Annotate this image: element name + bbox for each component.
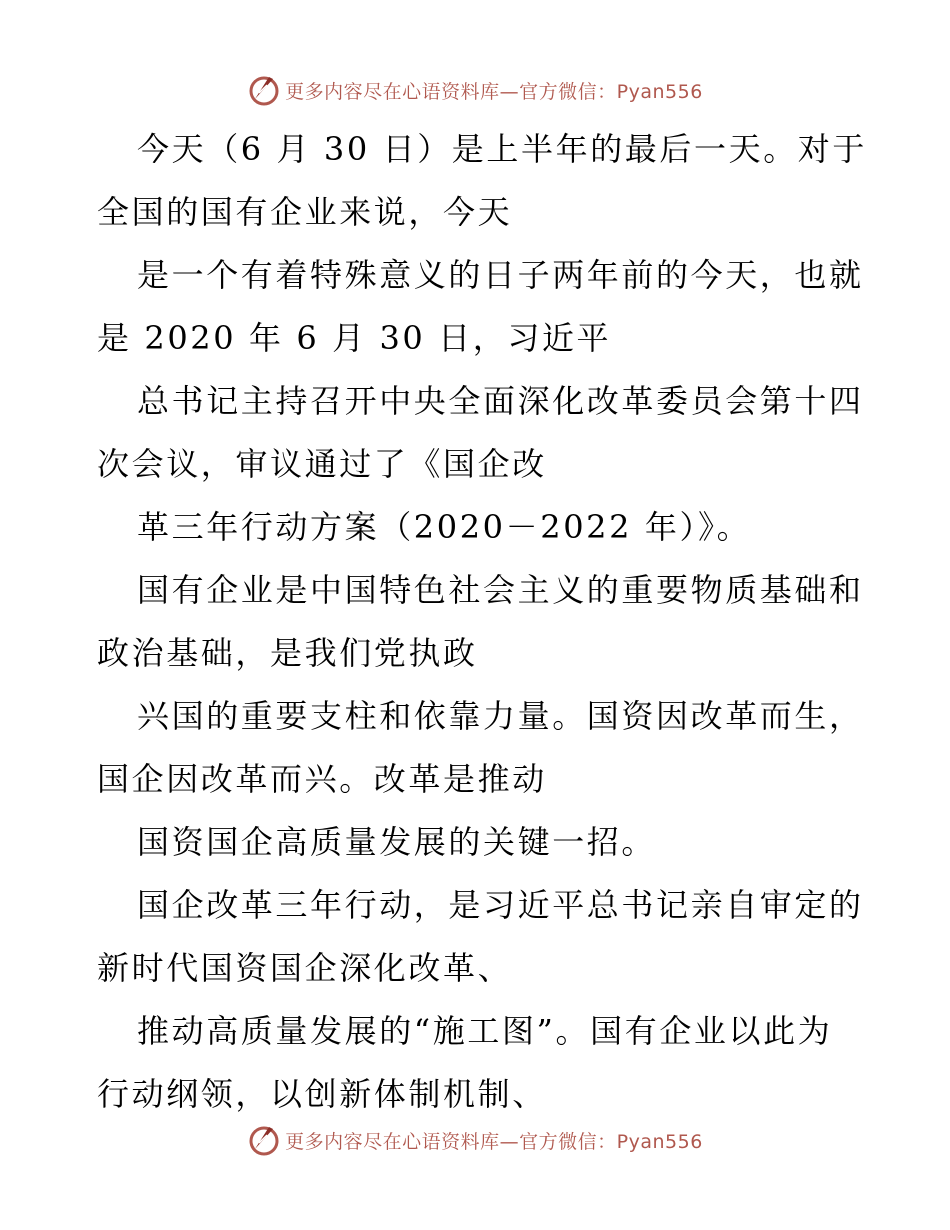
paragraph <box>97 874 864 1000</box>
text-line: 政治基础，是我们党执政 <box>97 634 478 672</box>
text-line: 革三年行动方案（2020－2022 年）》。 <box>137 508 752 546</box>
text-line: 新时代国资国企深化改革、 <box>97 949 513 987</box>
paragraph <box>97 118 867 244</box>
text-line: 国资国企高质量发展的关键一招。 <box>137 823 657 861</box>
text-line: 是 2020 年 6 月 30 日，习近平 <box>97 319 612 357</box>
watermark-text: 更多内容尽在心语资料库—官方微信：Pyan556 <box>285 80 703 103</box>
text-line: 全国的国有企业来说，今天 <box>97 193 513 231</box>
text-line: 国企改革三年行动，是习近平总书记亲自审定的 <box>137 886 864 924</box>
document-body <box>97 118 867 1126</box>
text-line: 国有企业是中国特色社会主义的重要物质基础和 <box>137 571 864 609</box>
text-line: 今天（6 月 30 日）是上半年的最后一天。对于 <box>137 130 867 168</box>
paragraph <box>97 370 864 496</box>
paragraph <box>97 1000 857 1126</box>
text-line: 总书记主持召开中央全面深化改革委员会第十四 <box>137 382 864 420</box>
paragraph <box>97 496 857 559</box>
text-line: 兴国的重要支柱和依靠力量。国资因改革而生， <box>137 697 864 735</box>
paragraph <box>97 559 864 685</box>
text-line: 次会议，审议通过了《国企改 <box>97 445 547 483</box>
paragraph <box>97 811 857 874</box>
text-line: 国企因改革而兴。改革是推动 <box>97 760 547 798</box>
text-line: 行动纲领，以创新体制机制、 <box>97 1075 547 1113</box>
quill-logo-icon <box>247 73 281 107</box>
text-line: 是一个有着特殊意义的日子两年前的今天，也就 <box>137 256 864 294</box>
footer-watermark <box>0 1120 950 1160</box>
watermark-text: 更多内容尽在心语资料库—官方微信：Pyan556 <box>285 1130 703 1153</box>
quill-logo-icon <box>247 1123 281 1157</box>
text-line: 推动高质量发展的“施工图”。国有企业以此为 <box>137 1012 833 1050</box>
paragraph <box>97 685 864 811</box>
header-watermark <box>0 70 950 110</box>
paragraph <box>97 244 864 370</box>
